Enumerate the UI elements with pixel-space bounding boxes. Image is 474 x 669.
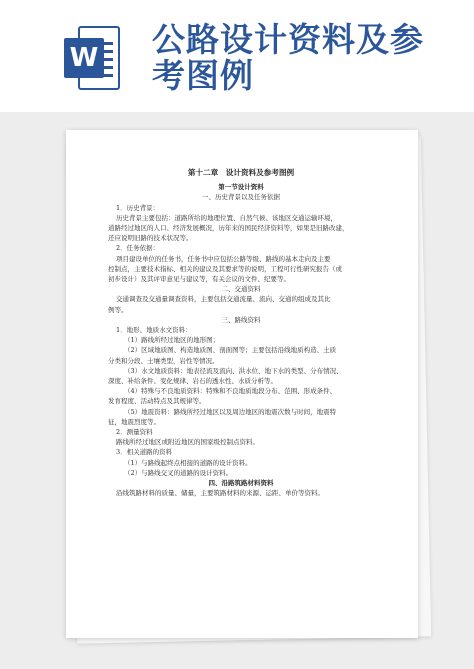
document-body — [108, 192, 374, 498]
document-line: 2．任务依据： — [116, 244, 160, 253]
document-line: 例等。 — [108, 305, 128, 314]
document-line: 控制点，主要技术指标、相关的建议及其要求等的说明，工程可行性研究报告（或 — [108, 264, 342, 273]
document-line: （3）水文地质资料：地表径流及流向、洪水位、地下水的类型、分布情况、 — [124, 366, 343, 375]
document-line: （5）地震资料：路线所经过地区以及周边地区的地震次数与时间，地震特 — [124, 407, 337, 416]
document-line: 征，地震烈度等。 — [108, 417, 160, 426]
document-line: 初步设计）及其评审意见与建议等，有关会议的文件、纪要等。 — [108, 275, 290, 284]
document-line: 路线所经过地区或附近地区的国家级控制点资料。 — [116, 438, 259, 447]
document-page — [66, 130, 418, 638]
document-line: 道路经过地区的人口、经济发展概况，历年来的国民经济资料等，如果是旧路改建， — [108, 224, 349, 233]
document-line: 2．测量资料 — [116, 428, 153, 437]
document-line: 3．相关道路的资料 — [116, 448, 173, 457]
page-title-line-2: 考图例 — [152, 56, 254, 95]
section-title: 第一节设计资料 — [218, 183, 264, 192]
word-document-icon — [64, 26, 120, 90]
document-line: （1）路线所经过地区的地形图； — [124, 336, 220, 345]
document-line: 四、沿路筑路材料资料 — [208, 479, 274, 488]
page-title-line-1: 公路设计资料及参 — [152, 20, 424, 59]
document-line: 二、交通资料 — [221, 285, 261, 294]
document-line: （1）与路线起终点相接的道路的设计资料。 — [124, 458, 252, 467]
document-line: 1．历史背景： — [116, 203, 160, 212]
page-title — [152, 22, 462, 94]
document-line: 还应说明旧路的技术状况等。 — [108, 234, 193, 243]
document-line: 三、路线资料 — [221, 315, 261, 324]
document-line: 交通调查及交通量调查资料，主要包括交通流量、流向、交通的组成及其比 — [116, 295, 331, 304]
doc-header — [0, 0, 474, 112]
document-line: 分类和分段、土壤类型，岩性等情况。 — [108, 356, 219, 365]
document-line: 项目建设单位的任务书，任务书中应包括公路等级、路线的基本走向及主要 — [116, 254, 331, 263]
document-line: （2）与路线交叉的道路的设计资料。 — [124, 468, 233, 477]
document-line: 深度、补给条件、变化规律、岩石的透水性、水质分析等。 — [108, 377, 277, 386]
document-line: 历史背景主要包括：道路所给的地理位置、自然气候、该地区交通运输环境， — [116, 213, 337, 222]
document-line: 1．地形、地质水文资料： — [116, 326, 192, 335]
document-line: （4）特殊与不良地质资料：特殊和不良地质地段分布、范围、形成条件、 — [124, 387, 337, 396]
word-letter-tile: W — [64, 38, 104, 78]
document-line: 沿线筑路材料的质量、储量，主要筑路材料的来源、运距、单价等资料。 — [116, 489, 324, 498]
chapter-title: 第十二章 设计资料及参考图例 — [187, 168, 295, 177]
document-line: （2）区域地质图、构造地质图、剖面图等；主要包括沿线地质构造、土质 — [124, 346, 337, 355]
document-line: 发育程度、活动特点及其规律等。 — [108, 397, 206, 406]
document-line: 一、历史背景以及任务依据 — [202, 193, 280, 202]
